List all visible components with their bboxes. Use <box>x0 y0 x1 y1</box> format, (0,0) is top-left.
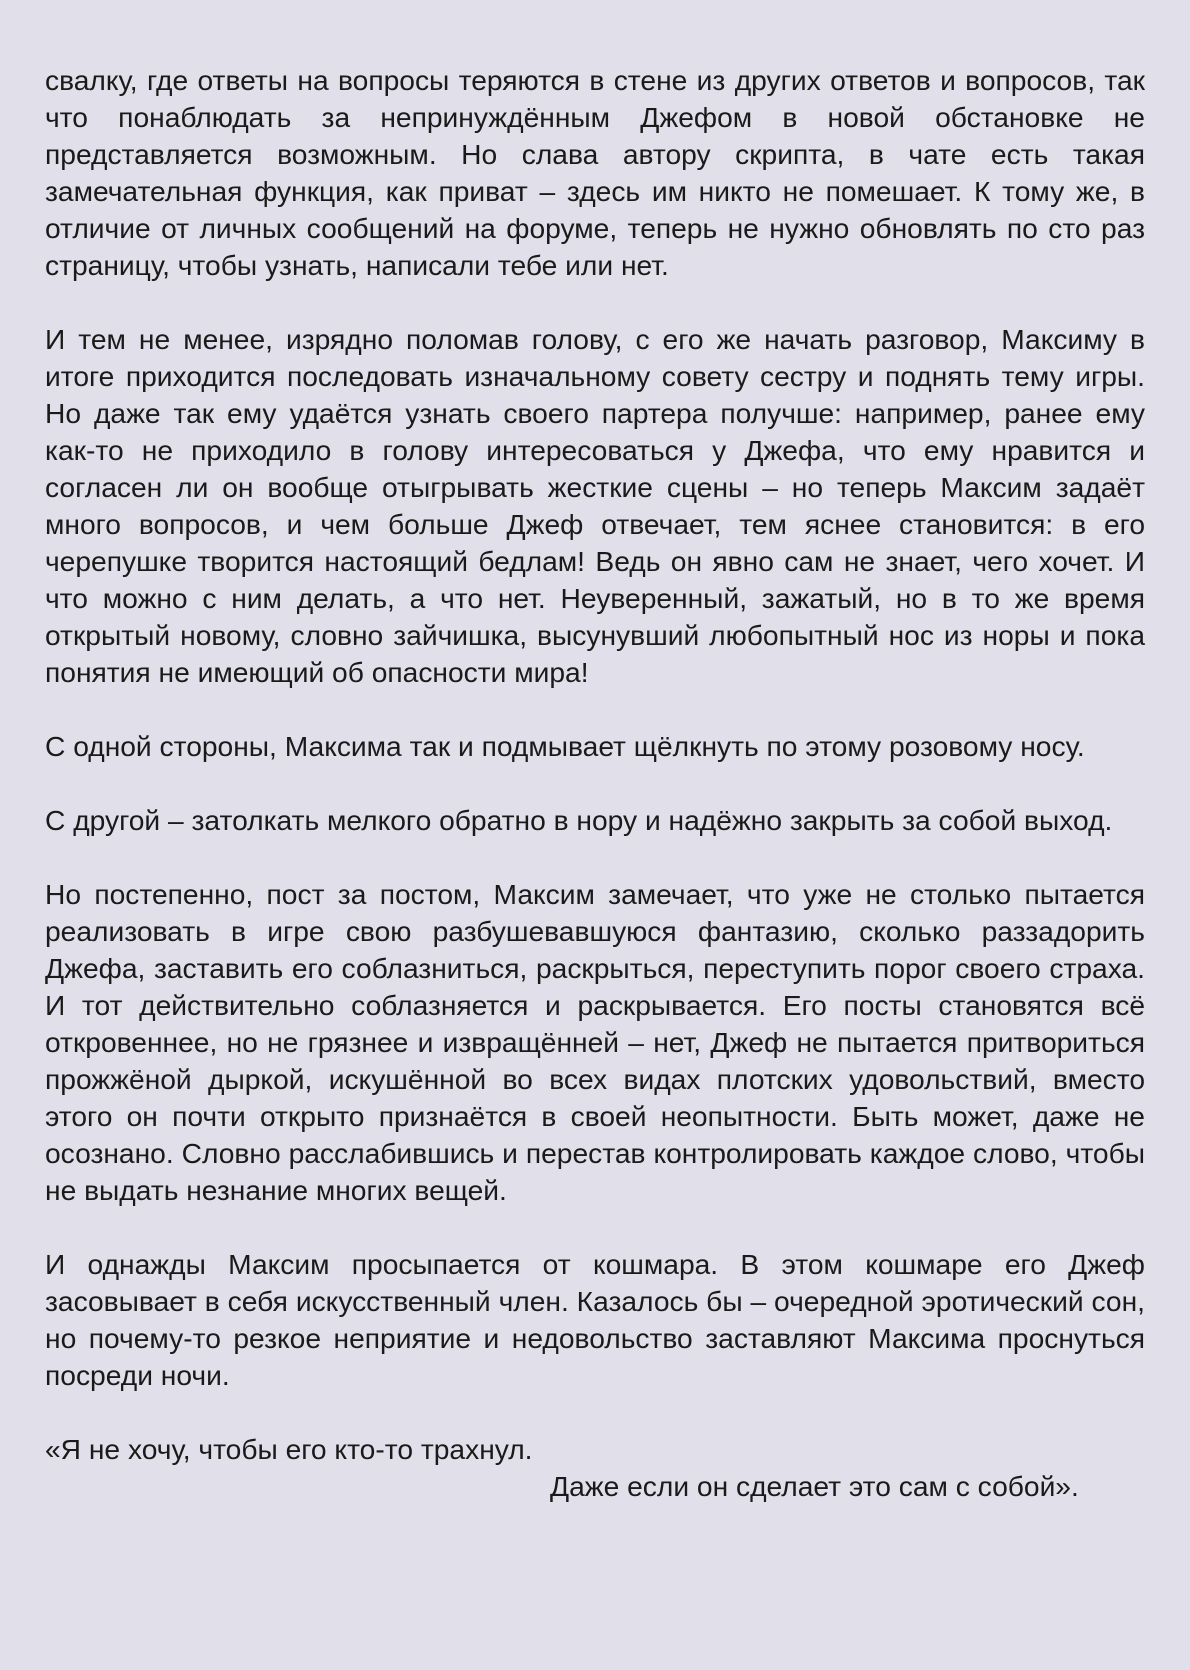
paragraph-6: И однажды Максим просыпается от кошмара. В этом кошмаре его Джеф засовывает в себя искусственный член. Казалось бы – очередной эротический сон, но почему-то резкое неприятие и недовольство заставляют Максима проснуться посреди ночи. <box>45 1248 1145 1391</box>
paragraph-4: С другой – затолкать мелкого обратно в нору и надёжно закрыть за собой выход. <box>45 804 1113 836</box>
paragraph-5: Но постепенно, пост за постом, Максим замечает, что уже не столько пытается реализовать в игре свою разбушевавшуюся фантазию, сколько раззадорить Джефа, заставить его соблазниться, раскрыться, переступить порог своего страха. И тот действительно соблазняется и раскрывается. Его посты становятся всё откровеннее, но не грязнее и извращённей – нет, Джеф не пытается притвориться прожжёной дыркой, искушённой во всех видах плотских удовольствий, вместо этого он почти открыто признаётся в своей неопытности. Быть может, даже не осознано. Словно расслабившись и перестав контролировать каждое слово, чтобы не выдать незнание многих вещей. <box>45 878 1145 1206</box>
paragraph-3: С одной стороны, Максима так и подмывает щёлкнуть по этому розовому носу. <box>45 730 1085 762</box>
quote-line-2: Даже если он сделает это сам с собой». <box>550 1470 1079 1502</box>
quote-line-1: «Я не хочу, чтобы его кто-то трахнул. <box>45 1433 533 1465</box>
paragraph-1: свалку, где ответы на вопросы теряются в стене из других ответов и вопросов, так что понаблюдать за непринуждённым Джефом в новой обстановке не представляется возможным. Но слава автору скрипта, в чате есть такая замечательная функция, как приват – здесь им никто не помешает. К тому же, в отличие от личных сообщений на форуме, теперь не нужно обновлять по сто раз страницу, чтобы узнать, написали тебе или нет. <box>45 64 1145 281</box>
closing-quote <box>45 1431 1145 1505</box>
paragraph-2: И тем не менее, изрядно поломав голову, с его же начать разговор, Максиму в итоге приходится последовать изначальному совету сестру и поднять тему игры. Но даже так ему удаётся узнать своего партера получше: например, ранее ему как-то не приходило в голову интересоваться у Джефа, что ему нравится и согласен ли он вообще отыгрывать жесткие сцены – но теперь Максим задаёт много вопросов, и чем больше Джеф отвечает, тем яснее становится: в его черепушке творится настоящий бедлам! Ведь он явно сам не знает, чего хочет. И что можно с ним делать, а что нет. Неуверенный, зажатый, но в то же время открытый новому, словно зайчишка, высунувший любопытный нос из норы и пока понятия не имеющий об опасности мира! <box>45 323 1145 688</box>
